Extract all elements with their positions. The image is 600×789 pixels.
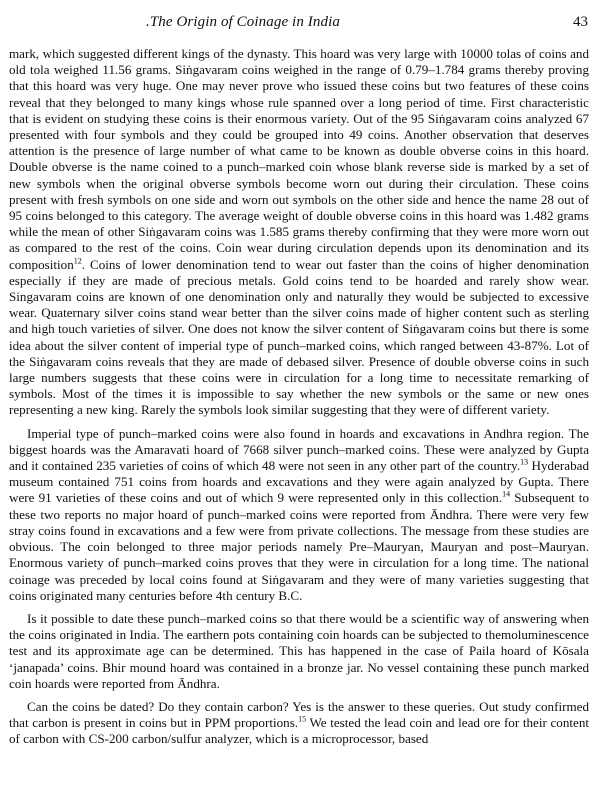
- paragraph-dating-coins: [9, 611, 589, 692]
- footnote-ref-12: 12: [73, 256, 82, 266]
- text-run: . Coins of lower denomination tend to wear out faster than the coins of higher denomination especially if they are made of precious metals. Gold coins tend to be hoarded and rarely show wear. Singavaram coins are known of one denomination only and naturally they would be subjected to excessive wear. Quaternary silver coins stand wear better than the silver coins made of higher content such as sterling and high touch varieties of silver. One does not know the silver content of Siṅgavaram coins but there is some idea about the silver content of imperial type of punch–marked coins, which ranged between 43-87%. Lot of the Siṅgavaram coins reveals that they are made of debased silver. Presence of double obverse coins in such large numbers suggests that these coins were in circulation for a long time to necessitate remarking of symbols. Most of the times it is impossible to say whether the new symbols or the same or new ones representing a new king. Rarely the symbols look similar suggesting that they were of different variety.: [9, 256, 589, 418]
- paragraph-carbon-content: [9, 699, 589, 748]
- page-number: 43: [573, 14, 588, 30]
- text-run: Subsequent to these two reports no major hoard of punch–marked coins were reported from Āndhra. There were very few stray coins found in excavations and a few were from private collections. The message from these studies are obvious. The coin belonged to three major periods namely Pre–Mauryan, Mauryan and post–Mauryan. Enormous variety of punch–marked coins proves that they were in circulation for a long time. The national coinage was preceded by local coins found at Siṅgavaram and they were of many varieties suggesting that coins originated many centuries before 4th century B.C.: [9, 490, 589, 603]
- footnote-ref-15: 15: [298, 714, 307, 724]
- paragraph-singavaram-hoard: [9, 46, 589, 419]
- text-run: Is it possible to date these punch–marked coins so that there would be a scientific way of answering when the coins originated in India. The earthern pots containing coin hoards can be subjected to themoluminescence test and its approximate age can be determined. This has happened in the case of Paila hoard of Kōsala ‘janapada’ coins. Bhir mound hoard was contained in a bronze jar. No vessel containing these punch marked coin hoards were reported from Āndhra.: [9, 610, 589, 691]
- text-run: We tested the lead coin and lead ore for their content of carbon with CS-200 carbon/sulfur analyzer, which is a microprocessor, based: [9, 715, 590, 747]
- footnote-ref-13: 13: [520, 457, 529, 467]
- running-title: .The Origin of Coinage in India: [146, 14, 340, 30]
- text-run: Imperial type of punch–marked coins were also found in hoards and excavations in Andhra region. The biggest hoards was the Amaravati hoard of 7668 silver punch–marked coins. These were analyzed by Gupta and it contained 235 varieties of coins of which 48 were not seen in any other part of the country.: [9, 425, 589, 474]
- text-run: mark, which suggested different kings of the dynasty. This hoard was very large with 10000 tolas of coins and old tola weighed 11.56 grams. Siṅgavaram coins weighed in the range of 0.79–1.784 grams thereby proving that this hoard was very huge. One may never prove who issued these coins but two features of these coins reveal that they belonged to many kings whose rule spanned over a long period of time. First characteristic that is evident on studying these coins is their enormous variety. Out of the 95 Siṅgavaram coins analyzed 67 presented with four symbols and they could be grouped into 49 coins. Another observation that deserves attention is the presence of large number of what came to be known as double obverse coins in this hoard. Double obverse is the name coined to a punch–marked coin whose blank reverse side is marked by a set of new symbols when the original obverse symbols become worn out during their circulation. These coins present with fresh symbols on one side and worn out symbols on the other side and hence the name 28 out of 95 coins belonged to this category. The average weight of double obverse coins in this hoard was 1.482 grams while the mean of other Siṅgavaram coins was 1.585 grams thereby confirming that they were more worn out as compared to the rest of the coins. Coin wear during circulation depends upon its denomination and its composition: [9, 46, 589, 272]
- page-header: [0, 14, 600, 34]
- footnote-ref-14: 14: [502, 490, 511, 500]
- paragraph-andhra-hoards: [9, 426, 589, 604]
- body-text: [9, 46, 589, 755]
- text-run: Can the coins be dated? Do they contain carbon? Yes is the answer to these queries. Out study confirmed that carbon is present in coins but in PPM proportions.: [9, 698, 589, 731]
- text-run: Hyderabad museum contained 751 coins from hoards and excavations and they were again analyzed by Gupta. There were 91 varieties of these coins and out of which 9 were represented only in this collection.: [9, 458, 589, 506]
